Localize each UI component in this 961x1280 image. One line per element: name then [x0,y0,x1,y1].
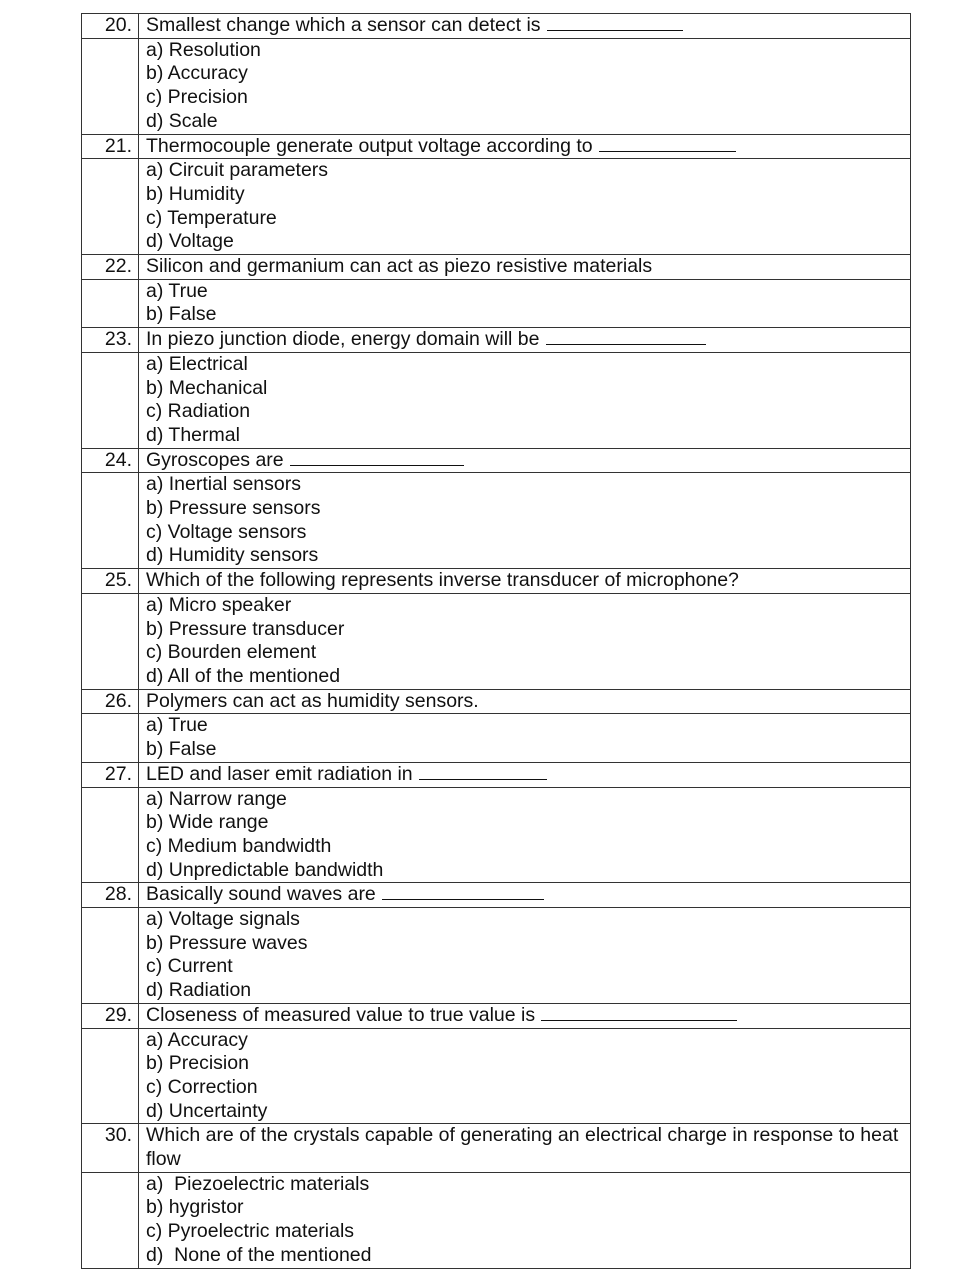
answer-option: d) Unpredictable bandwidth [146,858,384,881]
options-cell [139,38,911,134]
empty-number-cell [82,352,139,448]
answer-option: a) True [146,279,208,302]
answer-option: b) Pressure waves [146,931,308,954]
answer-blank [599,150,736,152]
question-cell [139,255,911,280]
options-row [82,279,911,327]
question-table-body [82,14,911,1269]
empty-number-cell [82,593,139,689]
answer-option: d) Voltage [146,230,234,253]
question-number: 29. [82,1003,139,1028]
answer-option: a) Inertial sensors [146,473,301,496]
question-cell [139,883,911,908]
options-row [82,908,911,1004]
empty-number-cell [82,1028,139,1124]
options-cell [139,279,911,327]
options-cell [139,908,911,1004]
answer-option: a) True [146,714,208,737]
question-row [82,14,911,39]
empty-number-cell [82,159,139,255]
answer-option: b) False [146,303,217,326]
question-number: 20. [82,14,139,39]
question-number: 21. [82,134,139,159]
question-cell [139,14,911,39]
question-text: Polymers can act as humidity sensors. [146,689,479,712]
answer-option: b) Humidity [146,182,245,205]
question-text: Gyroscopes are [146,448,284,471]
question-row [82,762,911,787]
question-text: Closeness of measured value to true value is [146,1003,536,1026]
answer-option: b) Pressure transducer [146,617,345,640]
answer-option: b) Accuracy [146,62,248,85]
answer-option: b) False [146,738,217,761]
question-text: LED and laser emit radiation in [146,762,413,785]
question-text: In piezo junction diode, energy domain will be [146,328,540,351]
question-text: Thermocouple generate output voltage according to [146,134,593,157]
answer-option: c) Medium bandwidth [146,834,332,857]
question-cell [139,328,911,353]
question-number: 27. [82,762,139,787]
question-table [81,13,911,1269]
question-number: 22. [82,255,139,280]
options-cell [139,787,911,883]
answer-option: a) Micro speaker [146,593,292,616]
answer-option: c) Correction [146,1075,258,1098]
options-row [82,714,911,762]
answer-blank [382,898,544,900]
empty-number-cell [82,714,139,762]
question-row [82,255,911,280]
question-row [82,569,911,594]
question-text: Silicon and germanium can act as piezo resistive materials [146,255,653,278]
answer-option: c) Temperature [146,206,277,229]
question-row [82,1124,911,1172]
answer-option: c) Radiation [146,400,251,423]
question-number: 25. [82,569,139,594]
answer-blank [541,1019,737,1021]
answer-option: d) Radiation [146,979,252,1002]
question-cell [139,1124,911,1172]
options-row [82,159,911,255]
answer-option: b) Precision [146,1052,249,1075]
empty-number-cell [82,1172,139,1268]
answer-option: c) Current [146,955,233,978]
answer-option: d) Humidity sensors [146,544,319,567]
answer-option: a) Electrical [146,352,248,375]
answer-option: a) Resolution [146,38,261,61]
options-cell [139,593,911,689]
answer-option: d) Scale [146,109,218,132]
answer-option: c) Precision [146,86,248,109]
empty-number-cell [82,38,139,134]
answer-option: b) hygristor [146,1196,244,1219]
options-cell [139,352,911,448]
options-row [82,38,911,134]
question-cell [139,134,911,159]
question-text: Basically sound waves are [146,883,376,906]
question-row [82,883,911,908]
empty-number-cell [82,908,139,1004]
empty-number-cell [82,473,139,569]
question-cell [139,762,911,787]
options-cell [139,473,911,569]
answer-option: c) Pyroelectric materials [146,1220,355,1243]
question-cell [139,569,911,594]
answer-option: a) Narrow range [146,787,287,810]
answer-option: a) Circuit parameters [146,159,329,182]
options-row [82,593,911,689]
options-row [82,787,911,883]
question-number: 30. [82,1124,139,1172]
question-row [82,328,911,353]
question-row [82,448,911,473]
answer-blank [290,464,464,466]
answer-option: c) Bourden element [146,641,317,664]
question-text: Which are of the crystals capable of generating an electrical charge in response to heat flow [146,1124,899,1171]
question-row [82,134,911,159]
question-number: 26. [82,689,139,714]
options-row [82,1028,911,1124]
options-row [82,1172,911,1268]
question-text: Which of the following represents inverse transducer of microphone? [146,569,739,592]
question-cell [139,689,911,714]
answer-option: d) All of the mentioned [146,664,341,687]
answer-option: b) Pressure sensors [146,497,321,520]
options-cell [139,714,911,762]
answer-option: d) Uncertainty [146,1099,268,1122]
answer-option: d) Thermal [146,423,240,446]
answer-option: b) Wide range [146,811,269,834]
options-row [82,352,911,448]
question-row [82,1003,911,1028]
options-cell [139,159,911,255]
options-cell [139,1172,911,1268]
question-number: 28. [82,883,139,908]
answer-option: a) Accuracy [146,1028,248,1051]
answer-blank [419,778,547,780]
answer-blank [546,343,706,345]
question-text: Smallest change which a sensor can detect is [146,14,541,36]
question-cell [139,1003,911,1028]
empty-number-cell [82,787,139,883]
question-row [82,689,911,714]
options-row [82,473,911,569]
answer-option: c) Voltage sensors [146,520,307,543]
answer-option: b) Mechanical [146,376,268,399]
answer-option: d) None of the mentioned [146,1243,372,1266]
question-number: 24. [82,448,139,473]
options-cell [139,1028,911,1124]
question-number: 23. [82,328,139,353]
question-cell [139,448,911,473]
answer-option: a) Voltage signals [146,908,300,931]
answer-blank [547,29,683,31]
answer-option: a) Piezoelectric materials [146,1172,370,1195]
empty-number-cell [82,279,139,327]
